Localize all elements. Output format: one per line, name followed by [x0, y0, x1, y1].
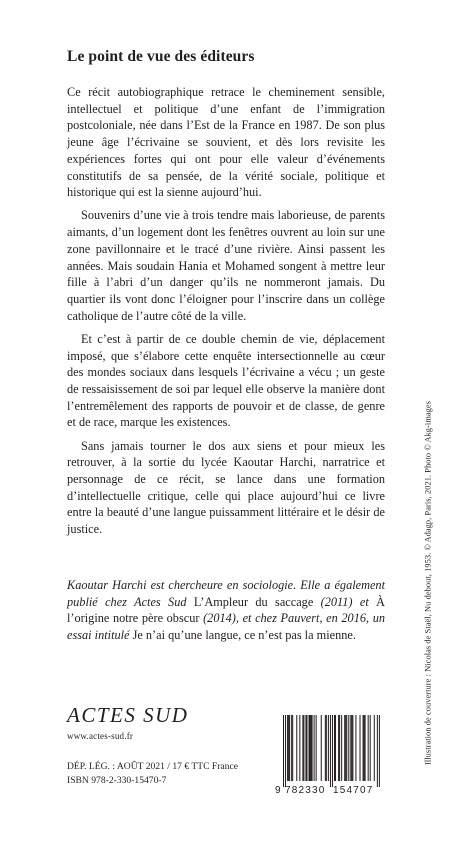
barcode-bar — [328, 715, 329, 781]
book-title: L’Ampleur du saccage — [193, 594, 314, 609]
barcode-bar — [287, 715, 288, 781]
legal-info — [67, 760, 238, 787]
blurb-paragraph: Sans jamais tourner le dos aux siens et pour mieux les retrouver, à la sortie du lycée Kaoutar Harchi, narratrice et personnage de ce récit, se lance dans une formation d’intellectuelle critique, celle qui place aujourd’hui ce livre entre la beauté d’une langue puissamment littéraire et le désir de justice. — [67, 438, 385, 537]
barcode-bar — [348, 715, 349, 781]
barcode-bar — [350, 715, 351, 781]
barcode-bar — [365, 715, 366, 781]
barcode-bars — [283, 715, 380, 787]
barcode-bar — [305, 715, 306, 781]
barcode-bar — [338, 715, 339, 781]
barcode-bar — [303, 715, 304, 781]
book-title: À l’origine notre père obscur — [67, 594, 385, 626]
barcode-bar — [326, 715, 327, 781]
bio-text: (2011) et — [320, 594, 369, 609]
blurb-paragraph: Et c’est à partir de ce double chemin de vie, déplacement imposé, que s’élabore cette enquête intersectionnelle au cœur des mondes sociaux dans lesquels l’écrivaine a vécu ; un geste de ressaisissement de soi par lequel elle observe la manière dont l’entremêlement des rapports de pouvoir et de classe, de genre et de race, marque les existences. — [67, 331, 385, 430]
barcode-bar — [314, 715, 315, 781]
barcode-bar — [306, 715, 307, 781]
barcode-bar — [299, 715, 300, 781]
barcode-bar — [325, 715, 326, 781]
barcode-bar — [312, 715, 313, 781]
barcode-bar — [355, 715, 356, 781]
barcode-bar — [330, 715, 331, 787]
publisher-url: www.actes-sud.fr — [67, 731, 134, 741]
barcode-bar — [379, 715, 380, 787]
barcode-bar — [364, 715, 365, 781]
barcode-bar — [341, 715, 342, 781]
barcode-bar — [310, 715, 311, 781]
author-bio — [67, 577, 385, 644]
barcode-bar — [334, 715, 335, 781]
barcode-bar — [285, 715, 286, 787]
bio-text: (2014), et chez Pauvert, en 2016, un essai intitulé — [67, 611, 385, 643]
barcode-bar — [296, 715, 297, 781]
publisher-logo: ACTES SUD — [67, 703, 189, 727]
barcode-bar — [346, 715, 347, 781]
blurb-paragraph: Ce récit autobiographique retrace le cheminement sensible, intellectuel et politique d’une enfant de l’immigration postcoloniale, née dans l’Est de la France en 1987. De son plus jeune âge l’écrivaine se souvient, et dès lors revisite les expériences fortes qui ont pour elle valeur d’événements constitutifs de sa pensée, de la vérité sociale, politique et historique qui est la sienne aujourd’hui. — [67, 85, 385, 200]
barcode-bar — [351, 715, 352, 781]
barcode-bar — [339, 715, 340, 781]
blurb-paragraph: Souvenirs d’une vie à trois tendre mais laborieuse, de parents aimants, d’un logement dont les fenêtres ouvrent au loin sur une zone pavillonnaire et le tracé d’une rivière. Ainsi passent les années. Mais soudain Hania et Mohamed songent à mettre leur fille à l’abri d’un danger qu’ils ne nommeront jamais. Du quartier ils vont donc l’éloigner pour l’inscrire dans un collège catholique de l’autre côté de la ville. — [67, 208, 385, 323]
barcode-bar — [302, 715, 303, 781]
book-title: Je n’ai qu’une langue, ce n’est pas la mienne. — [132, 628, 356, 643]
barcode — [273, 713, 385, 795]
barcode-first-digit: 9 — [275, 785, 281, 795]
barcode-bar — [335, 715, 336, 781]
cover-credit: Illustration de couverture : Nicolas de Staël, Nu debout, 1953. © Adagp, Paris, 2021. Photo © Akg-images — [423, 400, 433, 765]
barcode-bar — [291, 715, 292, 781]
barcode-bar — [316, 715, 317, 781]
blurb — [67, 84, 385, 544]
barcode-bar — [345, 715, 346, 781]
barcode-bar — [344, 715, 345, 781]
barcode-bar — [311, 715, 312, 781]
isbn: ISBN 978-2-330-15470-7 — [67, 774, 167, 786]
barcode-bar — [368, 715, 369, 781]
barcode-bar — [374, 715, 375, 781]
barcode-bar — [283, 715, 284, 787]
barcode-bar — [292, 715, 293, 781]
page-title: Le point de vue des éditeurs — [67, 48, 255, 65]
barcode-bar — [288, 715, 289, 781]
barcode-bar — [332, 715, 333, 787]
barcode-bar — [352, 715, 353, 781]
barcode-bar — [289, 715, 290, 781]
barcode-bar — [360, 715, 361, 781]
barcode-bar — [309, 715, 310, 781]
barcode-bar — [363, 715, 364, 781]
barcode-bar — [370, 715, 371, 781]
legal-deposit: DÉP. LÉG. : AOÛT 2021 / 17 € TTC France — [67, 761, 238, 772]
barcode-bar — [321, 715, 322, 781]
barcode-bar — [377, 715, 378, 787]
cover-credit-container — [418, 380, 438, 785]
bio-text: Kaoutar Harchi est chercheure en sociologie. Elle a également publié chez Actes Sud — [67, 578, 385, 609]
barcode-group-right: 154707 — [333, 785, 374, 795]
barcode-group-left: 782330 — [285, 785, 326, 795]
